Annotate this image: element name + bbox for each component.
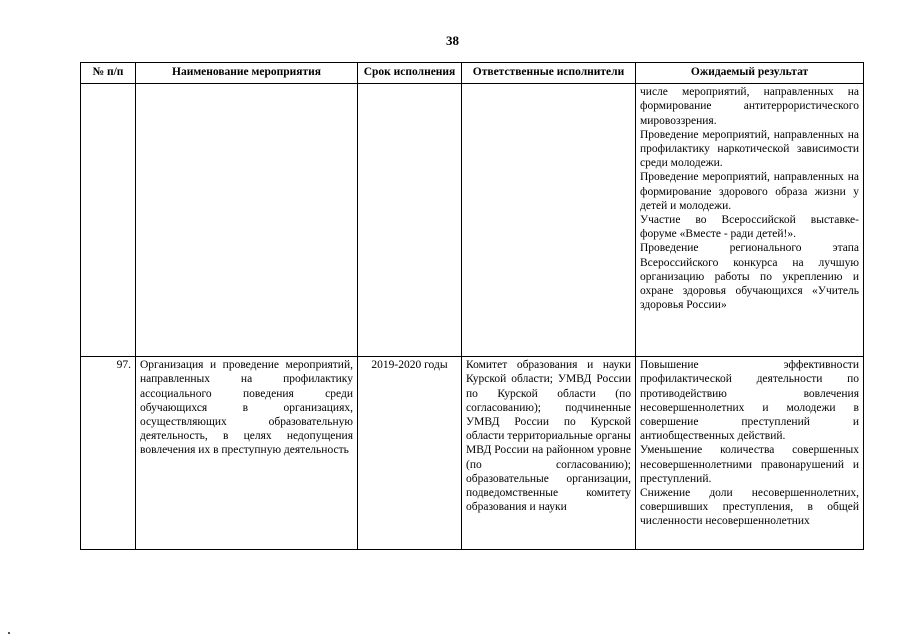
result-paragraph: Участие во Всероссийской выставке-форуме «Вместе - ради детей!». <box>640 214 859 241</box>
cell-result <box>636 84 864 357</box>
page-number: 38 <box>446 33 459 48</box>
result-paragraph: Проведение мероприятий, направленных на профилактику наркотической зависимости среди молодежи. <box>640 128 859 170</box>
result-paragraph: Снижение доли несовершеннолетних, совершивших преступления, в общей численности несовершеннолетних <box>640 487 859 528</box>
measures-table <box>80 62 864 550</box>
table-row <box>81 357 864 550</box>
cell-result <box>636 357 864 550</box>
result-paragraph: числе мероприятий, направленных на формирование антитеррористического мировоззрения. <box>640 86 859 127</box>
result-paragraph: Проведение регионального этапа Всероссийского конкурса на лучшую организацию работы по укреплению и охране здоровья обучающихся «Учитель здоровья России» <box>640 242 859 312</box>
cell-name: Организация и проведение мероприятий, направленных на профилактику ассоциального поведения среди обучающихся в организациях, осуществляющих образовательную деятельность, в целях недопущения вовлечения их в преступную деятельность <box>136 357 358 550</box>
scan-artifact <box>8 632 10 634</box>
table-header-row <box>81 63 864 84</box>
cell-name <box>136 84 358 357</box>
header-executors: Ответственные исполнители <box>462 63 636 84</box>
header-deadline: Срок исполнения <box>358 63 462 84</box>
header-num: № п/п <box>81 63 136 84</box>
cell-num <box>81 84 136 357</box>
header-result: Ожидаемый результат <box>636 63 864 84</box>
cell-executors: Комитет образования и науки Курской области; УМВД России по Курской области (по согласованию); подчиненные УМВД России по Курской области территориальные органы МВД России на районном уровне (по согласованию); образовательные организации, подведомственные комитету образования и науки <box>462 357 636 550</box>
cell-deadline <box>358 84 462 357</box>
cell-deadline: 2019-2020 годы <box>358 357 462 550</box>
result-paragraph: Повышение эффективности профилактической деятельности по противодействию вовлечения несовершеннолетних и молодежи в совершение преступлений и антиобщественных действий. <box>640 359 859 443</box>
table-row <box>81 84 864 357</box>
header-name: Наименование мероприятия <box>136 63 358 84</box>
result-paragraph: Проведение мероприятий, направленных на формирование здорового образа жизни у детей и молодежи. <box>640 171 859 212</box>
result-paragraph: Уменьшение количества совершенных несовершеннолетними правонарушений и преступлений. <box>640 444 859 485</box>
cell-num: 97. <box>81 357 136 550</box>
cell-executors <box>462 84 636 357</box>
